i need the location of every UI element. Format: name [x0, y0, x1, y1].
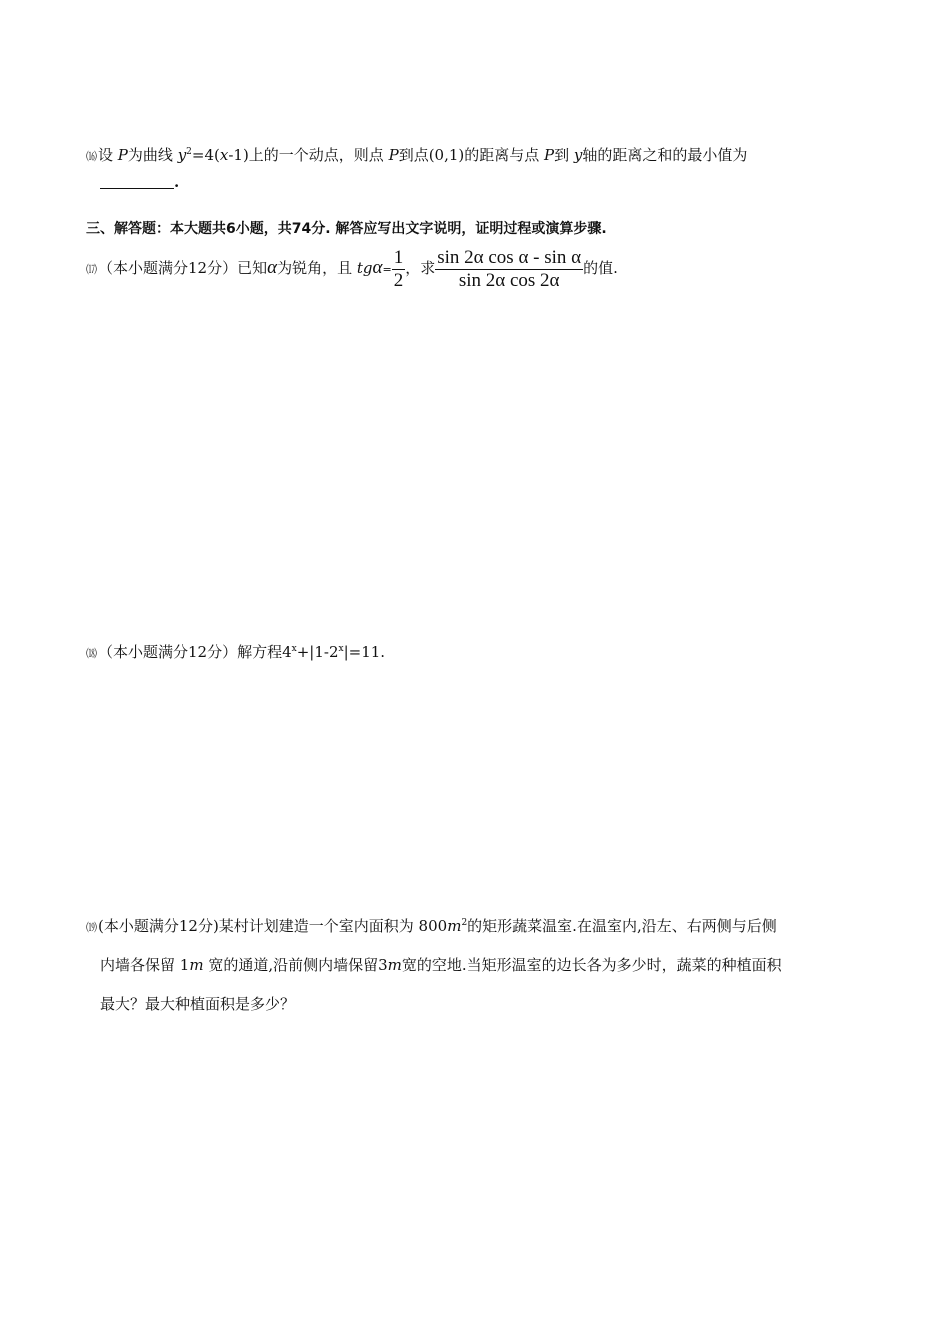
section-3-heading: 三、解答题：本大题共6小题，共74分. 解答应写出文字说明，证明过程或演算步骤.	[86, 221, 607, 237]
fraction-one-half: $\frac{1}{2}$	[393, 246, 404, 291]
trig-fraction: $\frac{\text{sin 2α cos α - sin α}}{\text{sin 2α cos 2α}}$	[437, 246, 582, 291]
question-18: ⒅ （本小题满分12分）解方程$4^x+|1-2^x|=11$.	[86, 643, 386, 661]
question-19-line-2: 内墙各保留 1m 宽的通道,沿前侧内墙保留3m宽的空地.当矩形温室的边长各为多少时，蔬菜的种植面积	[100, 956, 782, 974]
question-19-line-1: ⒆ (本小题满分12分)某村计划建造一个室内面积为 $800m^2$的矩形蔬菜温室.在温室内,沿左、右两侧与后侧	[86, 917, 777, 935]
answer-blank[interactable]	[100, 174, 174, 189]
question-19-line-3: 最大？最大种植面积是多少？	[100, 995, 296, 1013]
question-17: ⒄ （本小题满分12分）已知α为锐角，且 tgα= $\frac{1}{2}$ ，求 $\frac{\text{sin 2α cos α - sin α}}{\text{sin 2α cos 2α}}$ 的值.	[86, 246, 618, 291]
question-17-number: ⒄	[86, 263, 96, 276]
question-16: ⒃ 设 P为曲线 $y^2=4(x-1)$上的一个动点，则点 P到点(0,1)的距离与点 P到 y轴的距离之和的最小值为	[86, 146, 748, 164]
question-16-number: ⒃	[86, 150, 96, 163]
question-16-answer-line: .	[100, 172, 179, 192]
question-18-number: ⒅	[86, 647, 96, 660]
question-19-number: ⒆	[86, 921, 96, 934]
